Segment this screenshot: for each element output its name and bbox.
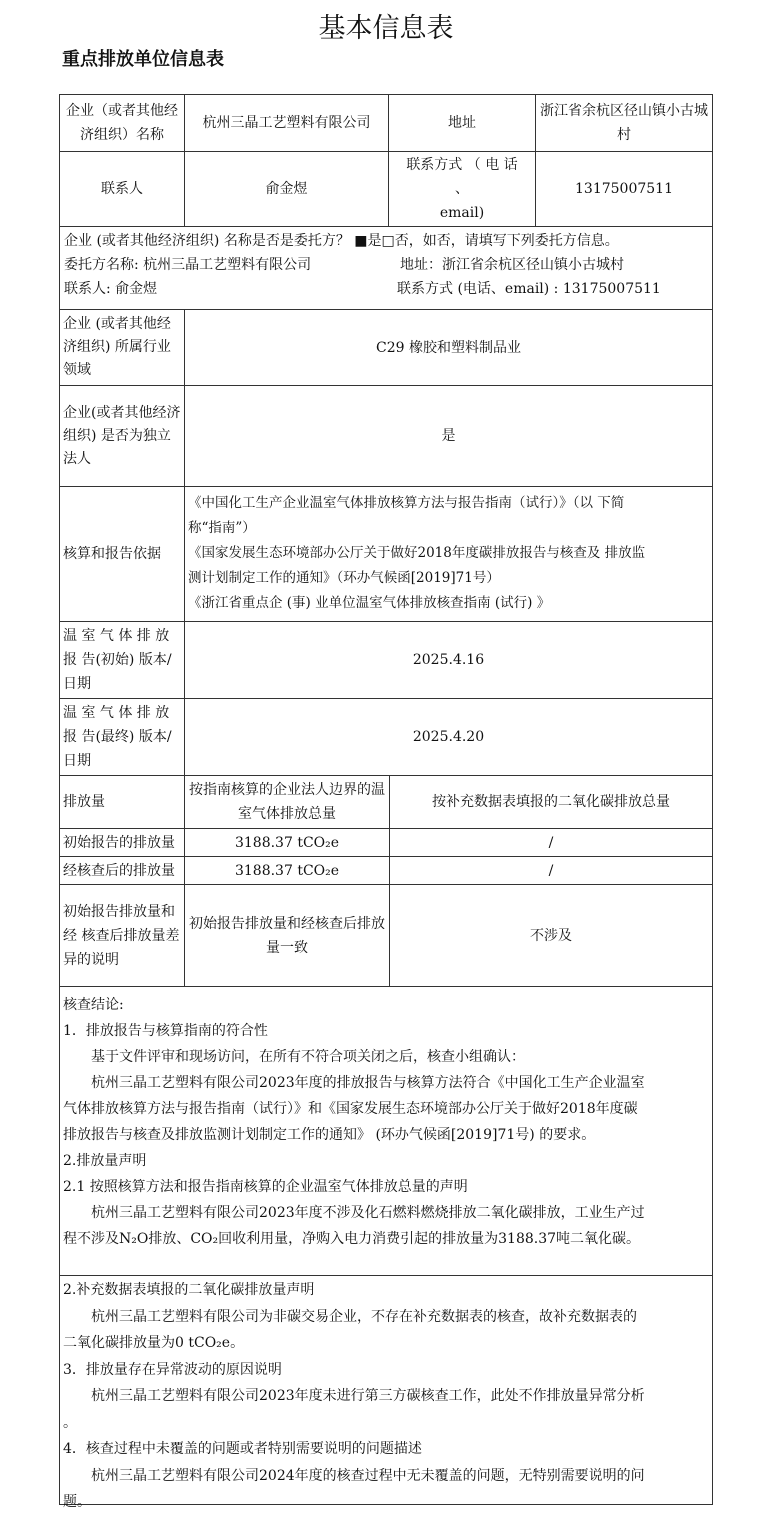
conclusion-text-line: 杭州三晶工艺塑料有限公司2024年度的核查过程中无未覆盖的问题，无特别需要说明的问	[91, 1467, 645, 1484]
diff-value: 初始报告排放量和经核查后排放量一致	[184, 884, 390, 987]
entrust-info	[59, 226, 713, 310]
initial-report-label: 温 室 气 体 排 放 报 告(初始) 版本/日期	[59, 621, 185, 699]
conclusion-text-line: 程不涉及N₂O排放、CO₂回收利用量，净购入电力消费引起的排放量为3188.37吨二氧化碳。	[63, 1231, 641, 1247]
final-report-label: 温 室 气 体 排 放 报 告(最终) 版本/日期	[59, 698, 185, 776]
conclusion-s1-p1: 基于文件评审和现场访问，在所有不符合项关闭之后，核查小组确认：	[91, 1049, 525, 1065]
industry-value: C29 橡胶和塑料制品业	[184, 309, 713, 386]
basis-label: 核算和报告依据	[59, 486, 185, 622]
final-report-date: 2025.4.20	[184, 698, 713, 776]
basis-line: 《浙江省重点企 (事) 业单位温室气体排放核查指南 (试行) 》	[188, 595, 551, 611]
conclusion-text-line: 杭州三晶工艺塑料有限公司为非碳交易企业，不存在补充数据表的核查，故补充数据表的	[91, 1308, 637, 1325]
phone-label-line1: 联系方式 （ 电 话	[406, 157, 518, 173]
page-title: 基本信息表	[318, 13, 454, 44]
conclusion-s3-title: 3．排放量存在异常波动的原因说明	[63, 1361, 282, 1378]
conclusion-s21-title: 2.1 按照核算方法和报告指南核算的企业温室气体排放总量的声明	[63, 1179, 468, 1195]
diff-supp: 不涉及	[389, 884, 713, 987]
verified-emission-supp: /	[389, 856, 713, 885]
conclusion-text-line: 。	[63, 1414, 77, 1431]
basis-line: 《国家发展生态环境部办公厅关于做好2018年度碳排放报告与核查及 排放监	[188, 545, 646, 561]
initial-emission-value: 3188.37 tCO₂e	[184, 828, 390, 857]
conclusion-text-line: 二氧化碳排放量为0 tCO₂e。	[63, 1335, 245, 1351]
conclusion-section	[59, 986, 713, 1276]
client-phone: 联系方式 (电话、email) : 13175007511	[397, 281, 661, 297]
legal-person-label: 企业(或者其他经济组织) 是否为独立法人	[59, 385, 185, 487]
conclusion-s4-title: 4．核查过程中未覆盖的问题或者特别需要说明的问题描述	[63, 1441, 422, 1457]
entrust-question: 企业 (或者其他经济组织) 名称是否是委托方？ ■是□否，如否，请填写下列委托方信息。	[64, 233, 619, 249]
address-label: 地址	[388, 94, 536, 152]
phone-label-line2: 、	[455, 181, 469, 197]
conclusion-text-line: 杭州三晶工艺塑料有限公司2023年度未进行第三方碳核查工作，此处不作排放量异常分析	[91, 1388, 645, 1404]
emission-label: 排放量	[59, 775, 185, 829]
phone-value: 13175007511	[535, 151, 713, 227]
phone-label	[388, 151, 536, 227]
conclusion-text-line: 题。	[63, 1494, 91, 1510]
emission-col-guide: 按指南核算的企业法人边界的温室气体排放总量	[184, 775, 390, 829]
address-value: 浙江省余杭区径山镇小古城村	[535, 94, 713, 152]
conclusion-text-line: 杭州三晶工艺塑料有限公司2023年度不涉及化石燃料燃烧排放二氧化碳排放，工业生产过	[91, 1205, 645, 1221]
conclusion-text-line: 排放报告与核查及排放监测计划制定工作的通知》 (环办气候函[2019]71号) 的要求。	[63, 1127, 596, 1143]
emission-col-supplement: 按补充数据表填报的二氧化碳排放总量	[389, 775, 713, 829]
company-name-value: 杭州三晶工艺塑料有限公司	[184, 94, 389, 152]
conclusion-s1-title: 1．排放报告与核算指南的符合性	[63, 1023, 268, 1039]
basis-value	[184, 486, 713, 622]
phone-label-line3: email)	[439, 205, 485, 221]
legal-person-value: 是	[184, 385, 713, 487]
conclusion-text-line: 杭州三晶工艺塑料有限公司2023年度的排放报告与核算方法符合《中国化工生产企业温室	[91, 1075, 645, 1091]
conclusion-s2-title: 2.排放量声明	[63, 1153, 147, 1169]
initial-emission-supp: /	[389, 828, 713, 857]
basis-line: 测计划制定工作的通知》（环办气候函[2019]71号）	[188, 570, 500, 586]
diff-label: 初始报告排放量和经 核查后排放量差异的说明	[59, 884, 185, 987]
initial-report-date: 2025.4.16	[184, 621, 713, 699]
verified-emission-label: 经核查后的排放量	[59, 856, 185, 885]
company-name-label: 企业（或者其他经济组织）名称	[59, 94, 185, 152]
industry-label: 企业 (或者其他经济组织) 所属行业领域	[59, 309, 185, 386]
conclusion-text-line: 气体排放核算方法与报告指南（试行）》和《国家发展生态环境部办公厅关于做好2018年度碳	[63, 1101, 638, 1117]
verified-emission-value: 3188.37 tCO₂e	[184, 856, 390, 885]
contact-label: 联系人	[59, 151, 185, 227]
conclusion-section-continued	[59, 1275, 713, 1510]
conclusion-s22-title: 2.补充数据表填报的二氧化碳排放量声明	[63, 1282, 315, 1298]
initial-emission-label: 初始报告的排放量	[59, 828, 185, 857]
basis-line: 《中国化工生产企业温室气体排放核算方法与报告指南（试行）》（以 下简	[188, 495, 625, 511]
client-name: 委托方名称: 杭州三晶工艺塑料有限公司	[64, 257, 312, 273]
basis-line: 称“指南”）	[188, 520, 256, 536]
client-contact: 联系人: 俞金煜	[64, 281, 158, 297]
section-title: 重点排放单位信息表	[62, 49, 224, 70]
conclusion-heading: 核查结论:	[63, 997, 124, 1013]
contact-value: 俞金煜	[184, 151, 389, 227]
client-address: 地址：浙江省余杭区径山镇小古城村	[400, 257, 624, 273]
